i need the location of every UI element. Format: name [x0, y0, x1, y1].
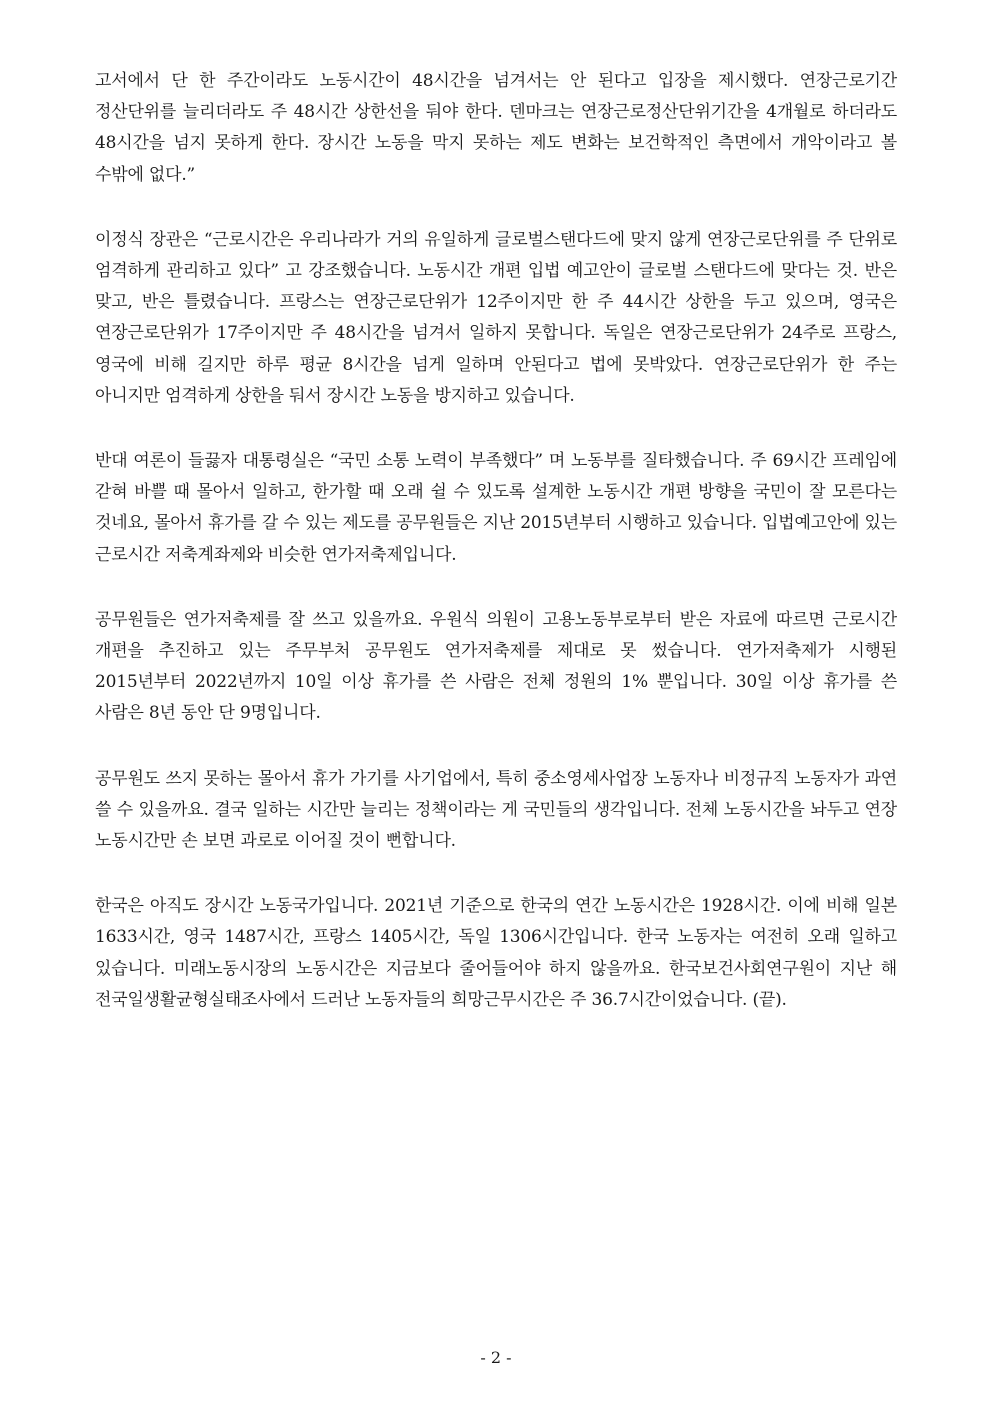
paragraph-2: 이정식 장관은 “근로시간은 우리나라가 거의 유일하게 글로벌스탠다드에 맞지 않게 연장근로단위를 주 단위로 엄격하게 관리하고 있다” 고 강조했습니다. 노동시간 개편 입법 예고안이 글로벌 스탠다드에 맞다는 것. 반은 맞고, 반은 틀렸습니다. 프랑스는 연장근로단위가 12주이지만 한 주 44시간 상한을 두고 있으며, 영국은 연장근로단위가 17주이지만 주 48시간을 넘겨서 일하지 못합니다. 독일은 연장근로단위가 24주로 프랑스, 영국에 비해 길지만 하루 평균 8시간을 넘게 일하며 안된다고 법에 못박았다. 연장근로단위가 한 주는 아니지만 엄격하게 상한을 둬서 장시간 노동을 방지하고 있습니다. — [95, 229, 897, 406]
paragraph-4: 공무원들은 연가저축제를 잘 쓰고 있을까요. 우원식 의원이 고용노동부로부터 받은 자료에 따르면 근로시간 개편을 추진하고 있는 주무부처 공무원도 연가저축제를 제대로 못 썼습니다. 연가저축제가 시행된 2015년부터 2022년까지 10일 이상 휴가를 쓴 사람은 전체 정원의 1% 뿐입니다. 30일 이상 휴가를 쓴 사람은 8년 동안 단 9명입니다. — [95, 609, 897, 724]
paragraph-5: 공무원도 쓰지 못하는 몰아서 휴가 가기를 사기업에서, 특히 중소영세사업장 노동자나 비정규직 노동자가 과연 쓸 수 있을까요. 결국 일하는 시간만 늘리는 정책이라는 게 국민들의 생각입니다. 전체 노동시간을 놔두고 연장 노동시간만 손 보면 과로로 이어질 것이 뻔합니다. — [95, 768, 897, 852]
paragraph-6: 한국은 아직도 장시간 노동국가입니다. 2021년 기준으로 한국의 연간 노동시간은 1928시간. 이에 비해 일본 1633시간, 영국 1487시간, 프랑스 1405시간, 독일 1306시간입니다. 한국 노동자는 여전히 오래 일하고 있습니다. 미래노동시장의 노동시간은 지금보다 줄어들어야 하지 않을까요. 한국보건사회연구원이 지난 해 전국일생활균형실태조사에서 드러난 노동자들의 희망근무시간은 주 36.7시간이었습니다. (끝). — [95, 896, 898, 1010]
document-body — [95, 66, 897, 1050]
paragraph-3: 반대 여론이 들끓자 대통령실은 “국민 소통 노력이 부족했다” 며 노동부를 질타했습니다. 주 69시간 프레임에 갇혀 바쁠 때 몰아서 일하고, 한가할 때 오래 쉴 수 있도록 설계한 노동시간 개편 방향을 국민이 잘 모른다는 것네요, 몰아서 휴가를 갈 수 있는 제도를 공무원들은 지난 2015년부터 시행하고 있습니다. 입법예고안에 있는 근로시간 저축계좌제와 비슷한 연가저축제입니다. — [95, 451, 897, 565]
page-number: - 2 - — [480, 1348, 512, 1367]
paragraph-1: 고서에서 단 한 주간이라도 노동시간이 48시간을 넘겨서는 안 된다고 입장을 제시했다. 연장근로기간 정산단위를 늘리더라도 주 48시간 상한선을 둬야 한다. 덴마크는 연장근로정산단위기간을 4개월로 하더라도 48시간을 넘지 못하게 한다. 장시간 노동을 막지 못하는 제도 변화는 보건학적인 측면에서 개악이라고 볼 수밖에 없다.” — [95, 71, 897, 185]
